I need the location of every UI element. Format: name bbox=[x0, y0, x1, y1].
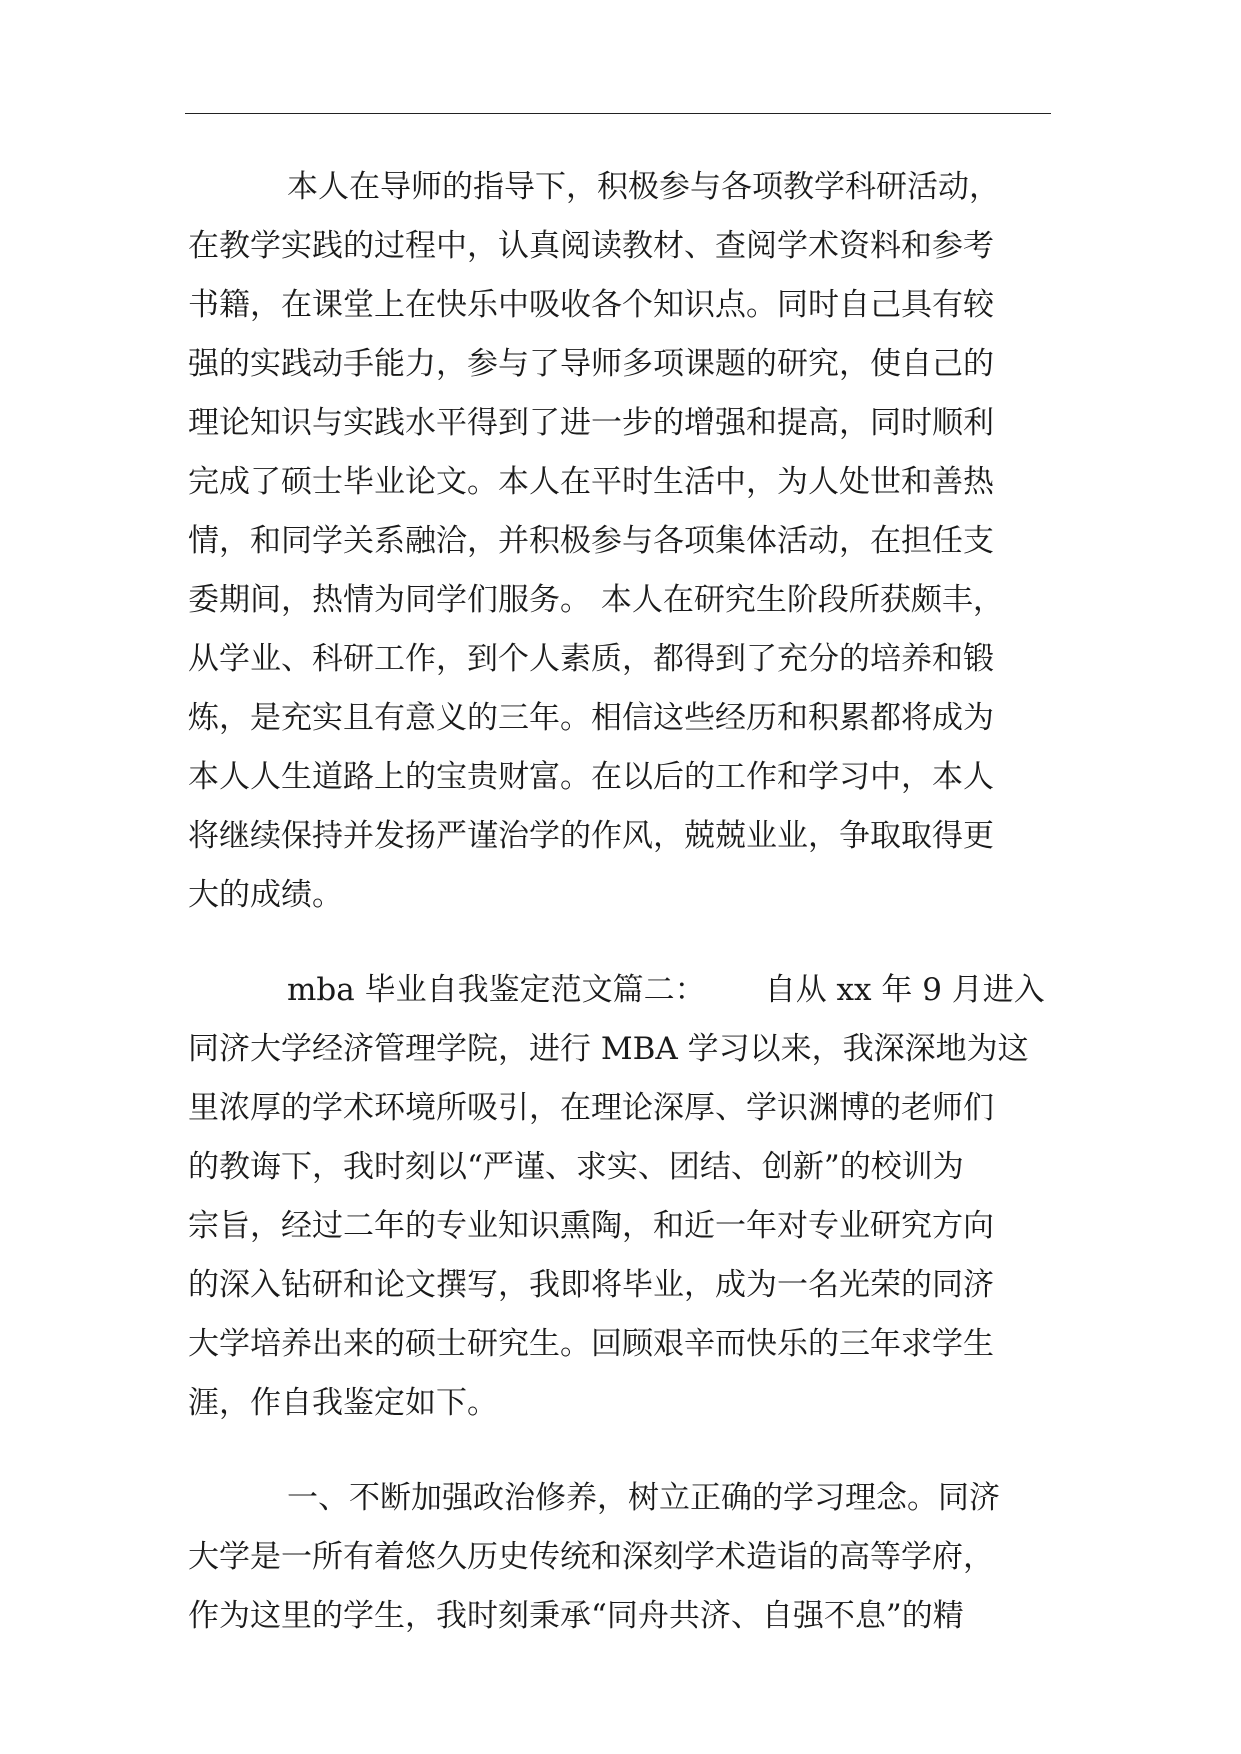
text-line: 大的成绩。 bbox=[188, 877, 343, 913]
paragraph-1 bbox=[188, 158, 1048, 925]
text-line: 同济大学经济管理学院，进行 MBA 学习以来，我深深地为这 bbox=[188, 1031, 1029, 1067]
paragraph-2 bbox=[188, 961, 1048, 1433]
document-body bbox=[188, 158, 1048, 1646]
text-line: 理论知识与实践水平得到了进一步的增强和提高，同时顺利 bbox=[188, 405, 994, 441]
text-line: 强的实践动手能力，参与了导师多项课题的研究，使自己的 bbox=[188, 346, 994, 382]
text-line: 本人在导师的指导下，积极参与各项教学科研活动， bbox=[287, 169, 1000, 205]
text-line: 委期间，热情为同学们服务。 本人在研究生阶段所获颇丰， bbox=[188, 582, 1004, 618]
text-line: 将继续保持并发扬严谨治学的作风，兢兢业业，争取取得更 bbox=[188, 818, 994, 854]
text-line: 在教学实践的过程中，认真阅读教材、查阅学术资料和参考 bbox=[188, 228, 994, 264]
text-line: 情，和同学关系融洽，并积极参与各项集体活动，在担任支 bbox=[188, 523, 994, 559]
text-line: 完成了硕士毕业论文。本人在平时生活中，为人处世和善热 bbox=[188, 464, 994, 500]
text-line: mba 毕业自我鉴定范文篇二： 自从 xx 年 9 月进入 bbox=[287, 972, 1045, 1008]
text-line: 炼，是充实且有意义的三年。相信这些经历和积累都将成为 bbox=[188, 700, 994, 736]
text-line: 涯，作自我鉴定如下。 bbox=[188, 1385, 498, 1421]
text-line: 里浓厚的学术环境所吸引，在理论深厚、学识渊博的老师们 bbox=[188, 1090, 994, 1126]
text-line: 书籍，在课堂上在快乐中吸收各个知识点。同时自己具有较 bbox=[188, 287, 994, 323]
paragraph-spacer bbox=[188, 925, 1048, 961]
text-line: 本人人生道路上的宝贵财富。在以后的工作和学习中，本人 bbox=[188, 759, 994, 795]
text-line: 作为这里的学生，我时刻秉承“同舟共济、自强不息”的精 bbox=[188, 1598, 964, 1634]
text-line: 一、不断加强政治修养，树立正确的学习理念。同济 bbox=[287, 1480, 1000, 1516]
text-line: 的深入钻研和论文撰写，我即将毕业，成为一名光荣的同济 bbox=[188, 1267, 994, 1303]
text-line: 大学培养出来的硕士研究生。回顾艰辛而快乐的三年求学生 bbox=[188, 1326, 994, 1362]
paragraph-spacer bbox=[188, 1433, 1048, 1469]
text-line: 的教诲下，我时刻以“严谨、求实、团结、创新”的校训为 bbox=[188, 1149, 964, 1185]
text-line: 宗旨，经过二年的专业知识熏陶，和近一年对专业研究方向 bbox=[188, 1208, 994, 1244]
paragraph-3 bbox=[188, 1469, 1048, 1646]
header-rule bbox=[185, 113, 1051, 114]
text-line: 从学业、科研工作，到个人素质，都得到了充分的培养和锻 bbox=[188, 641, 994, 677]
text-line: 大学是一所有着悠久历史传统和深刻学术造诣的高等学府， bbox=[188, 1539, 994, 1575]
